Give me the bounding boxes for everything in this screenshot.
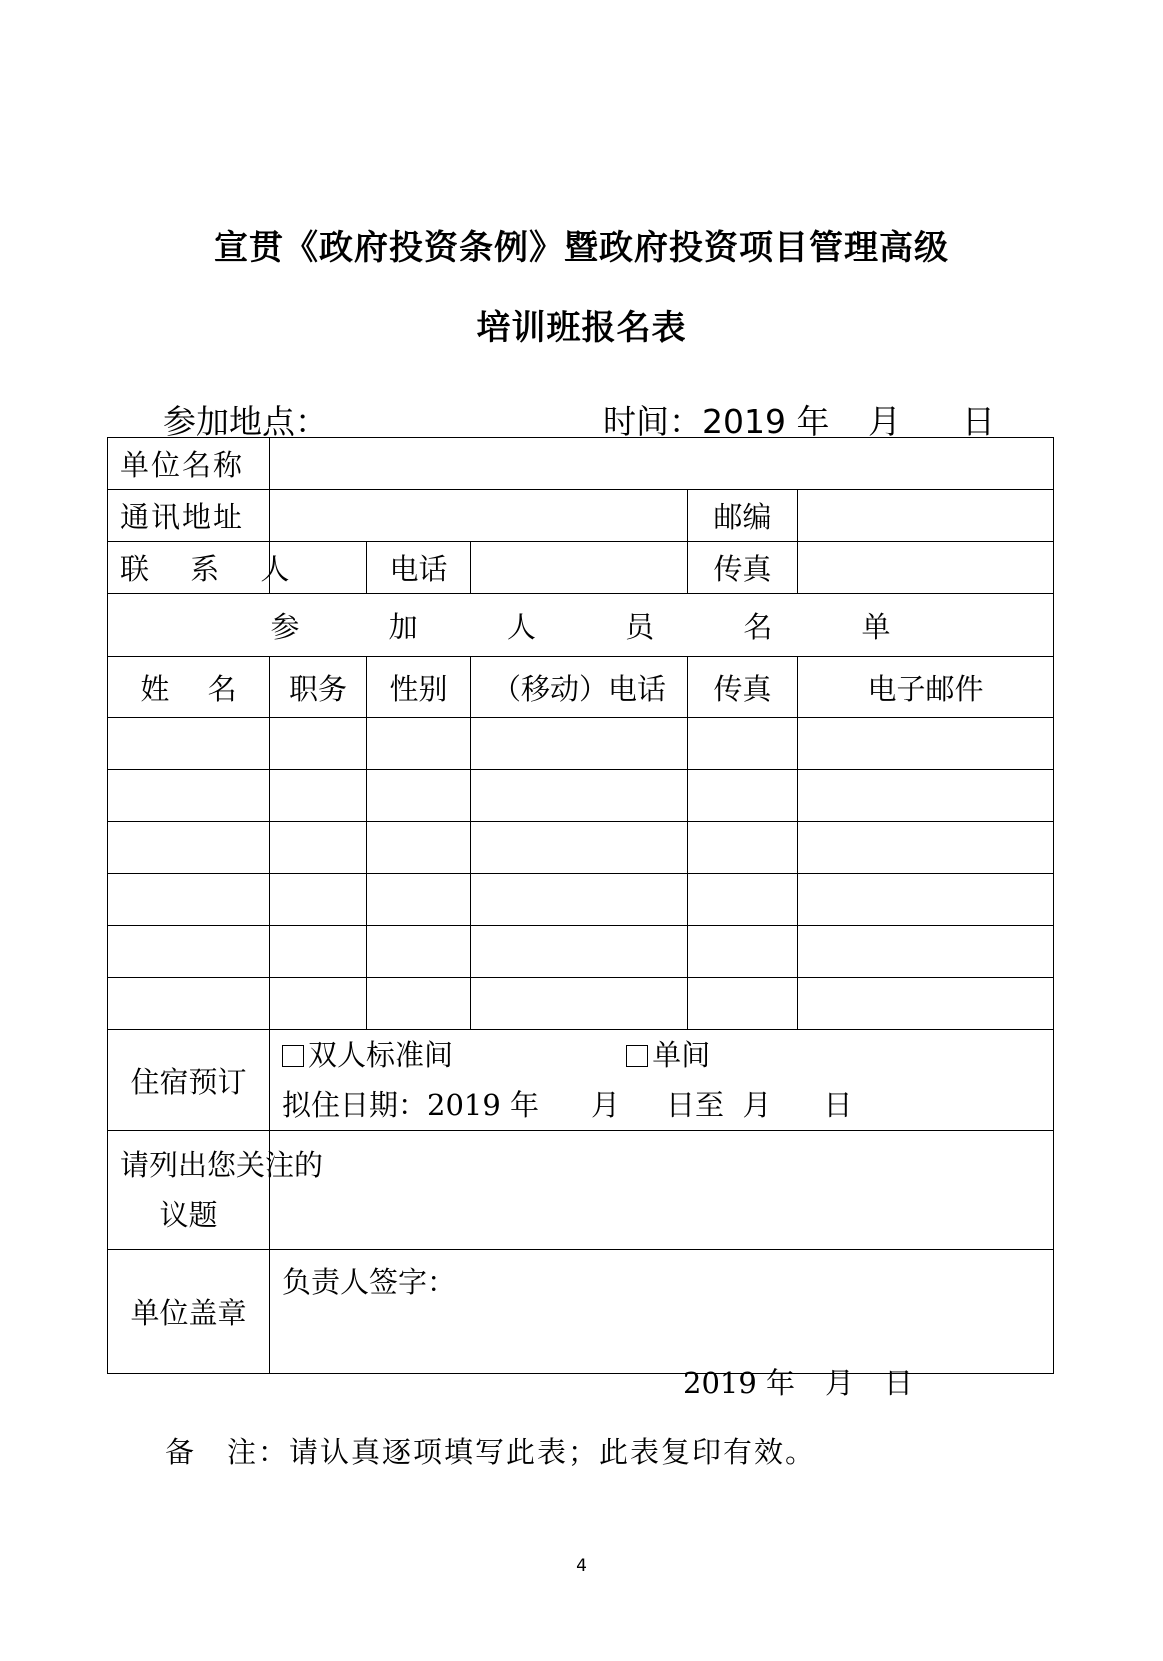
venue-label: 参加地点： bbox=[163, 402, 328, 441]
registration-form-table bbox=[107, 437, 1054, 1374]
attendee-mobile-field[interactable] bbox=[471, 822, 688, 874]
attendee-name-field[interactable] bbox=[108, 874, 270, 926]
signature-cell[interactable] bbox=[270, 1250, 1054, 1374]
attendee-row bbox=[108, 926, 1054, 978]
attendee-gender-field[interactable] bbox=[367, 770, 471, 822]
attendee-email-field[interactable] bbox=[798, 718, 1054, 770]
attendee-position-field[interactable] bbox=[270, 926, 367, 978]
phone-label: 电话 bbox=[367, 542, 471, 594]
footnote: 备 注：请认真逐项填写此表；此表复印有效。 bbox=[165, 1435, 817, 1469]
attendee-list-heading: 参 加 人 员 名 单 bbox=[108, 594, 1054, 657]
attendee-row bbox=[108, 822, 1054, 874]
attendee-row bbox=[108, 874, 1054, 926]
attendee-email-field[interactable] bbox=[798, 978, 1054, 1030]
phone-field[interactable] bbox=[471, 542, 688, 594]
address-label: 通讯地址 bbox=[108, 490, 270, 542]
attendee-email-field[interactable] bbox=[798, 822, 1054, 874]
attendee-email-field[interactable] bbox=[798, 874, 1054, 926]
signature-label: 负责人签字： bbox=[282, 1265, 457, 1299]
form-title-line1: 宣贯《政府投资条例》暨政府投资项目管理高级 bbox=[214, 228, 949, 268]
attendee-gender-field[interactable] bbox=[367, 822, 471, 874]
topics-label: 请列出您关注的 议题 bbox=[108, 1131, 270, 1250]
col-email-header: 电子邮件 bbox=[798, 657, 1054, 718]
attendee-fax-field[interactable] bbox=[688, 718, 798, 770]
attendee-mobile-field[interactable] bbox=[471, 770, 688, 822]
postcode-label: 邮编 bbox=[688, 490, 798, 542]
attendee-mobile-field[interactable] bbox=[471, 978, 688, 1030]
attendee-gender-field[interactable] bbox=[367, 978, 471, 1030]
attendee-header-row bbox=[108, 657, 1054, 718]
attendee-name-field[interactable] bbox=[108, 822, 270, 874]
lodging-label: 住宿预订 bbox=[108, 1030, 270, 1131]
page-number: 4 bbox=[576, 1556, 587, 1576]
col-gender-header: 性别 bbox=[367, 657, 471, 718]
attendee-name-field[interactable] bbox=[108, 978, 270, 1030]
unit-name-label: 单位名称 bbox=[108, 438, 270, 490]
date-month-label: 月 bbox=[868, 402, 901, 441]
signature-date: 2019 年 月 日 bbox=[683, 1366, 914, 1400]
unit-name-field[interactable] bbox=[270, 438, 1054, 490]
topics-field[interactable] bbox=[270, 1131, 1054, 1250]
attendee-position-field[interactable] bbox=[270, 874, 367, 926]
attendee-name-field[interactable] bbox=[108, 770, 270, 822]
col-position-header: 职务 bbox=[270, 657, 367, 718]
fax-label: 传真 bbox=[688, 542, 798, 594]
form-title-line2: 培训班报名表 bbox=[476, 308, 687, 348]
col-name-header: 姓 名 bbox=[108, 657, 270, 718]
postcode-field[interactable] bbox=[798, 490, 1054, 542]
attendee-fax-field[interactable] bbox=[688, 874, 798, 926]
attendee-position-field[interactable] bbox=[270, 718, 367, 770]
attendee-fax-field[interactable] bbox=[688, 770, 798, 822]
attendee-email-field[interactable] bbox=[798, 770, 1054, 822]
attendee-mobile-field[interactable] bbox=[471, 926, 688, 978]
attendee-row bbox=[108, 770, 1054, 822]
attendee-mobile-field[interactable] bbox=[471, 718, 688, 770]
address-field[interactable] bbox=[270, 490, 688, 542]
col-mobile-header: （移动）电话 bbox=[471, 657, 688, 718]
date-label: 时间：2019 年 bbox=[603, 402, 830, 441]
contact-label: 联 系 人 bbox=[108, 542, 270, 594]
seal-label: 单位盖章 bbox=[108, 1250, 270, 1374]
single-room-label: 单间 bbox=[652, 1038, 711, 1072]
attendee-position-field[interactable] bbox=[270, 978, 367, 1030]
attendee-email-field[interactable] bbox=[798, 926, 1054, 978]
attendee-gender-field[interactable] bbox=[367, 926, 471, 978]
double-room-checkbox[interactable] bbox=[282, 1045, 304, 1067]
attendee-position-field[interactable] bbox=[270, 770, 367, 822]
attendee-fax-field[interactable] bbox=[688, 926, 798, 978]
lodging-options bbox=[270, 1030, 1054, 1131]
attendee-fax-field[interactable] bbox=[688, 822, 798, 874]
attendee-name-field[interactable] bbox=[108, 718, 270, 770]
attendee-fax-field[interactable] bbox=[688, 978, 798, 1030]
col-fax-header: 传真 bbox=[688, 657, 798, 718]
attendee-row bbox=[108, 718, 1054, 770]
double-room-label: 双人标准间 bbox=[308, 1038, 454, 1072]
attendee-mobile-field[interactable] bbox=[471, 874, 688, 926]
attendee-position-field[interactable] bbox=[270, 822, 367, 874]
single-room-checkbox[interactable] bbox=[626, 1045, 648, 1067]
attendee-gender-field[interactable] bbox=[367, 718, 471, 770]
fax-field[interactable] bbox=[798, 542, 1054, 594]
attendee-row bbox=[108, 978, 1054, 1030]
date-day-label: 日 bbox=[962, 402, 995, 441]
attendee-name-field[interactable] bbox=[108, 926, 270, 978]
stay-dates: 拟住日期：2019 年 月 日至 月 日 bbox=[282, 1088, 853, 1122]
attendee-gender-field[interactable] bbox=[367, 874, 471, 926]
